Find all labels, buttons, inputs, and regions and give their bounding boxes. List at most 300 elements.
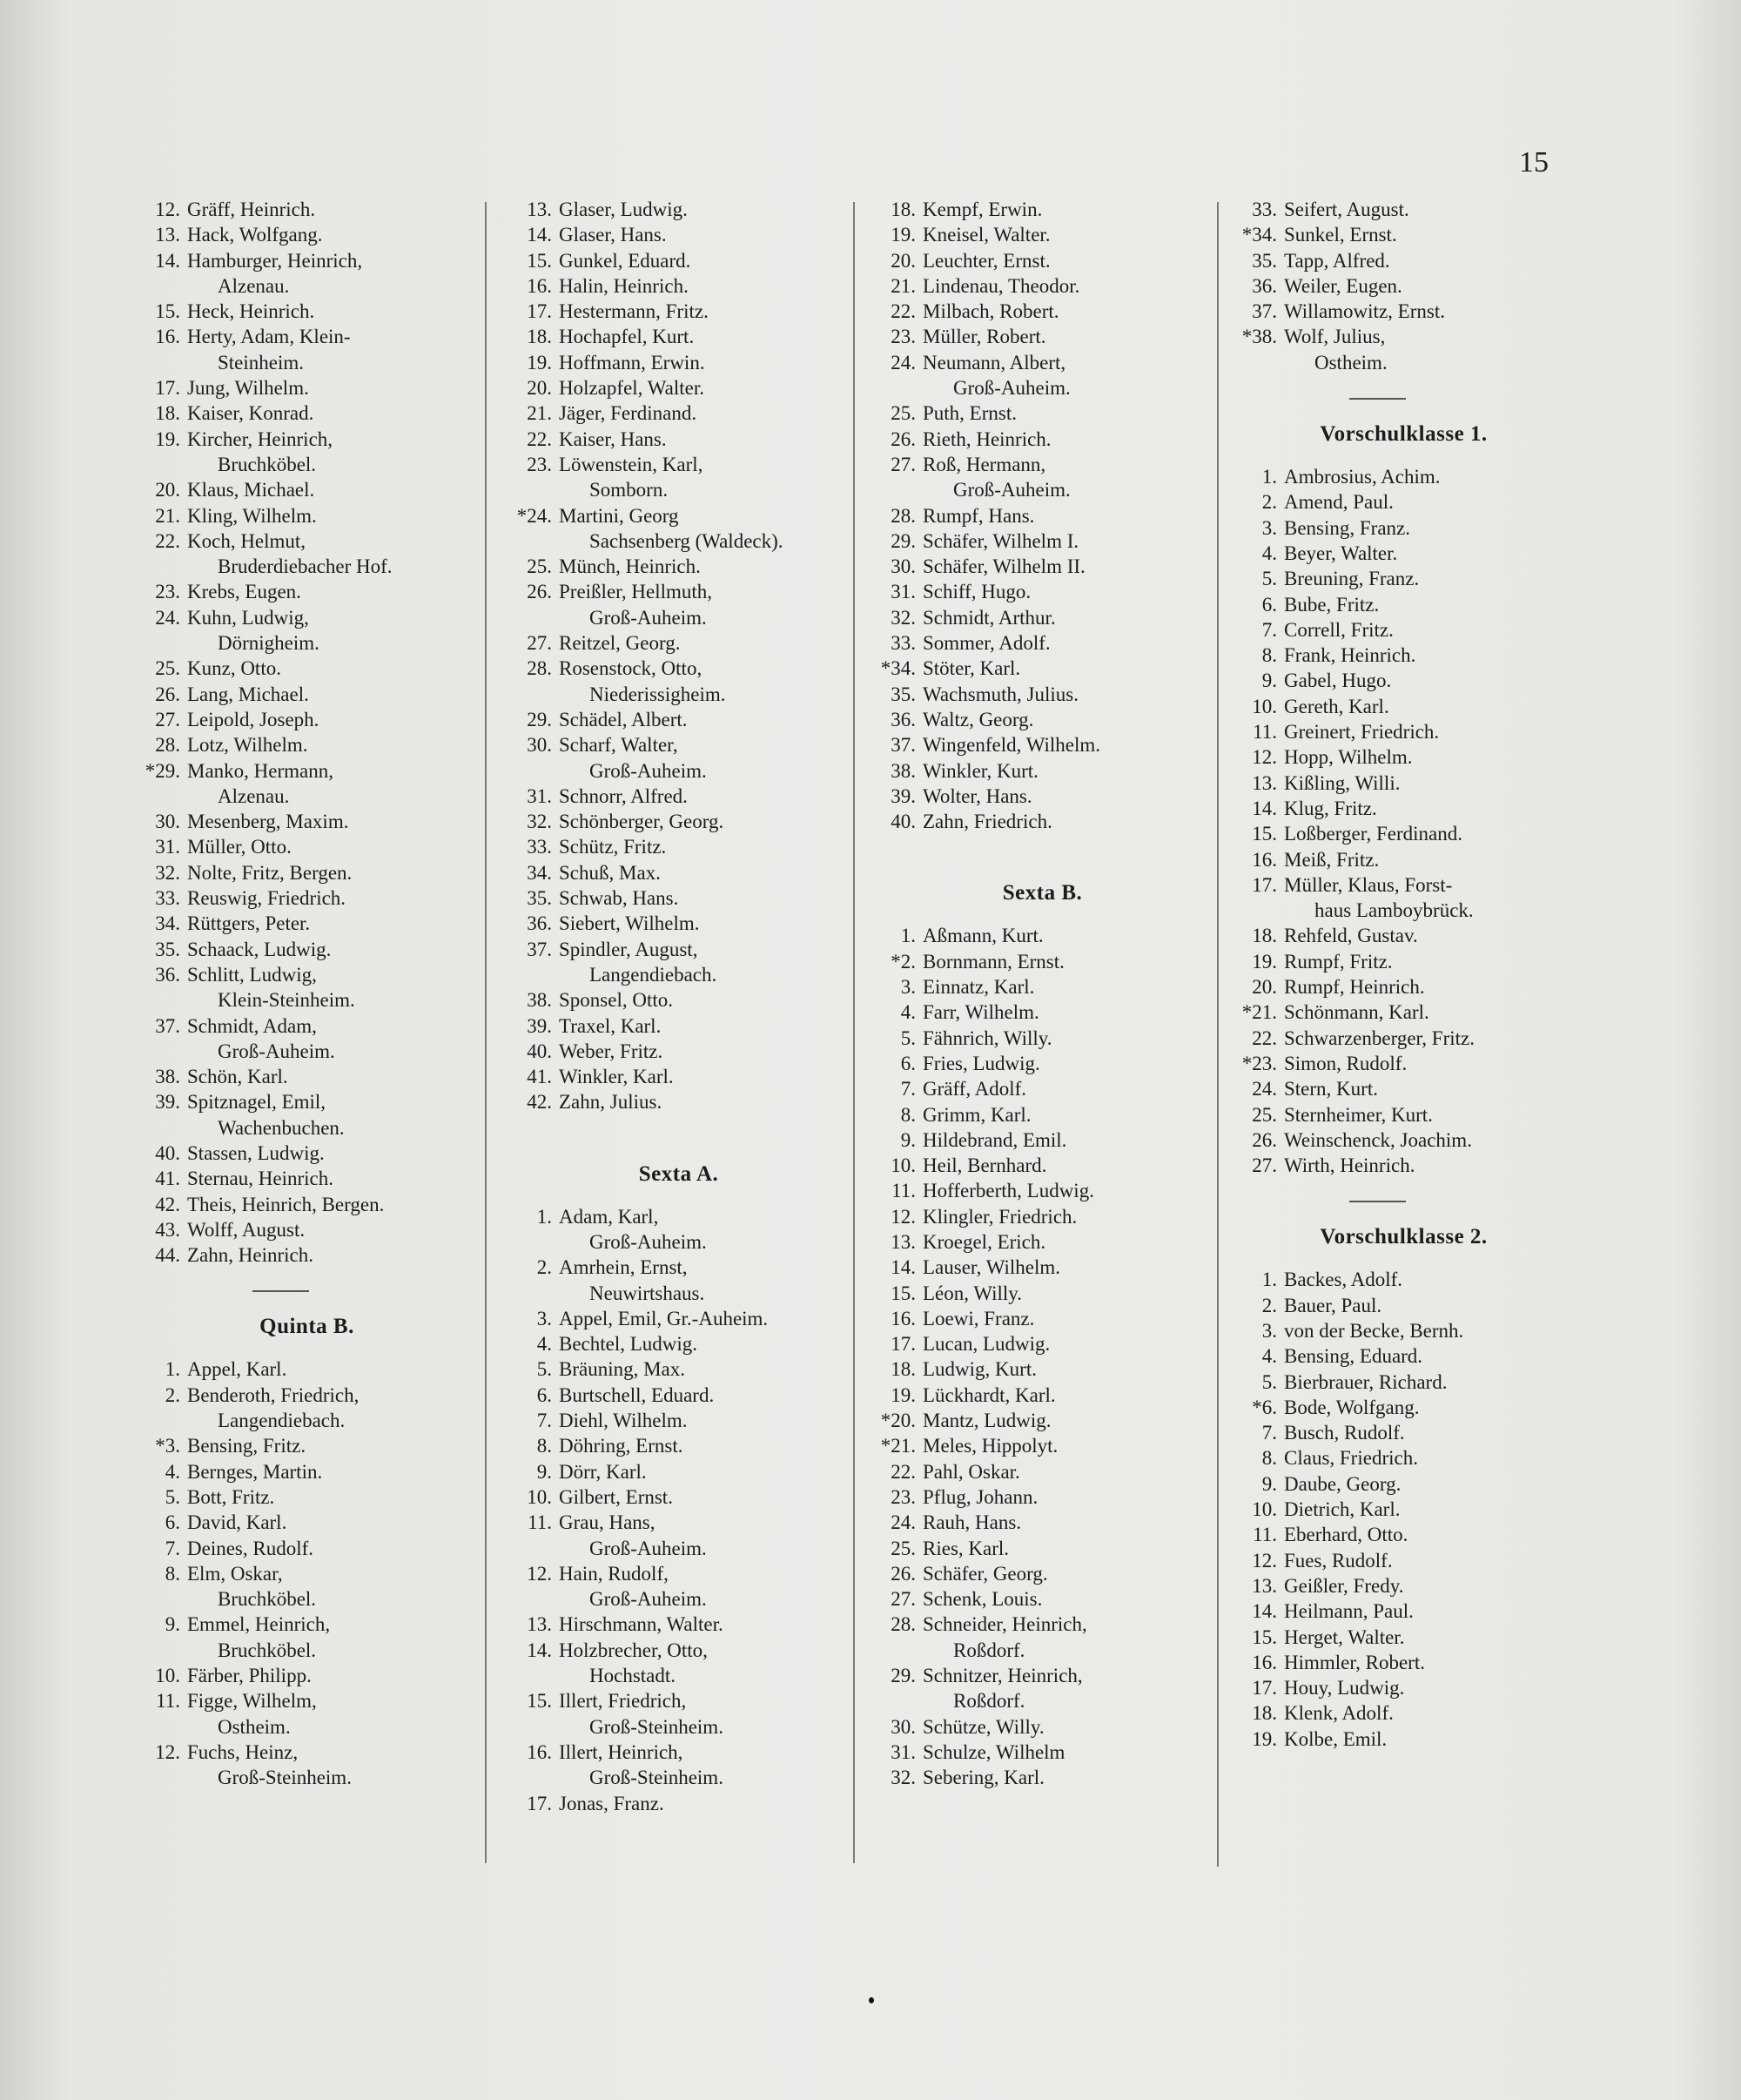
entry-number: 15. — [155, 300, 180, 323]
entry-number: 11. — [156, 1690, 180, 1713]
page-number: 15 — [1519, 146, 1549, 178]
entry-number: 34. — [155, 912, 180, 935]
list-item — [1232, 872, 1576, 924]
student-location: Ostheim. — [1314, 351, 1388, 374]
list-item — [135, 1356, 479, 1382]
student-name: Beyer, Walter. — [1284, 542, 1398, 564]
list-item — [507, 1064, 850, 1089]
entry-number: 5. — [165, 1485, 180, 1508]
list-item — [507, 197, 850, 222]
list-item — [1232, 1267, 1576, 1292]
student-name: Krebs, Eugen. — [187, 581, 301, 603]
entry-number: 18. — [891, 199, 916, 220]
class-heading: Vorschulklasse 1. — [1320, 422, 1488, 447]
student-name: Heilmann, Paul. — [1284, 1600, 1414, 1623]
student-name: Adam, Karl, — [559, 1205, 659, 1228]
list-item — [507, 1510, 850, 1561]
student-name: Schmidt, Arthur. — [923, 606, 1056, 629]
list-item — [870, 1306, 1214, 1331]
student-name: Klenk, Adolf. — [1284, 1702, 1394, 1725]
list-item — [870, 732, 1214, 757]
list-item — [870, 1510, 1214, 1535]
student-name: Fuchs, Heinz, — [187, 1740, 299, 1763]
entry-number: 10. — [155, 1665, 180, 1687]
student-name: Müller, Otto. — [187, 836, 292, 858]
entry-number: 7. — [536, 1410, 552, 1432]
student-name: Himmler, Robert. — [1284, 1651, 1425, 1673]
list-item — [507, 350, 850, 375]
list-item — [1232, 1625, 1576, 1650]
entry-number: 32. — [527, 811, 552, 833]
list-item — [870, 1612, 1214, 1663]
entry-number: 17. — [155, 377, 180, 400]
student-name: Fues, Rudolf. — [1284, 1549, 1393, 1572]
entry-number: 13. — [1252, 1574, 1277, 1597]
list-item — [135, 682, 479, 707]
student-name: Illert, Heinrich, — [559, 1740, 683, 1763]
student-name: Klaus, Michael. — [187, 479, 315, 501]
entry-number: 30. — [891, 555, 916, 578]
list-item — [870, 1740, 1214, 1765]
list-item — [135, 1663, 479, 1688]
entry-number: 5. — [1261, 568, 1277, 590]
list-item — [135, 911, 479, 936]
list-item — [1232, 1343, 1576, 1369]
entry-number: 30. — [155, 811, 180, 833]
student-name: Herget, Walter. — [1284, 1625, 1405, 1648]
list-item — [870, 1433, 1214, 1458]
list-item — [135, 1536, 479, 1561]
entry-number: 19. — [891, 1383, 916, 1406]
student-name: Wolter, Hans. — [923, 784, 1032, 807]
list-item — [507, 554, 850, 579]
entry-number: 8. — [900, 1103, 916, 1126]
list-item — [507, 911, 850, 936]
entry-number: 3. — [1261, 1319, 1277, 1342]
list-item — [507, 1561, 850, 1612]
entry-number: 23. — [155, 581, 180, 603]
entry-number: 41. — [527, 1066, 552, 1088]
student-name: Kolbe, Emil. — [1284, 1727, 1388, 1750]
entry-number: 5. — [536, 1358, 552, 1381]
entry-number: *6. — [1252, 1396, 1277, 1418]
list-item — [1232, 1370, 1576, 1395]
list-item — [1232, 1700, 1576, 1726]
student-name: Löwenstein, Karl, — [559, 453, 703, 475]
entry-number: 16. — [1252, 1651, 1277, 1673]
entry-number: 29. — [891, 1665, 916, 1687]
entry-number: 28. — [891, 1613, 916, 1636]
student-name: Gereth, Karl. — [1284, 695, 1389, 717]
student-name: Hain, Rudolf, — [559, 1562, 669, 1585]
entry-number: 18. — [1252, 925, 1277, 947]
student-name: Mantz, Ludwig. — [923, 1410, 1052, 1432]
entry-number: 2. — [536, 1256, 552, 1279]
student-name: Heil, Bernhard. — [923, 1154, 1047, 1177]
list-item — [870, 949, 1214, 974]
student-name: Winkler, Kurt. — [923, 759, 1039, 782]
student-list — [507, 1204, 850, 1816]
entry-number: 9. — [165, 1613, 180, 1636]
entry-number: 10. — [1252, 1498, 1277, 1521]
list-item — [870, 1383, 1214, 1408]
list-item — [135, 1484, 479, 1510]
entry-number: 17. — [1252, 873, 1277, 896]
list-item — [135, 1141, 479, 1166]
entry-number: 40. — [155, 1141, 180, 1164]
list-item — [1232, 1293, 1576, 1318]
student-name: Fähnrich, Willy. — [923, 1026, 1052, 1049]
student-name: Stern, Kurt. — [1284, 1078, 1378, 1100]
entry-number: 23. — [891, 326, 916, 348]
student-name: Holzbrecher, Otto, — [559, 1639, 708, 1661]
entry-number: 1. — [1261, 466, 1277, 488]
column-divider — [853, 202, 855, 1863]
list-item — [1232, 1000, 1576, 1025]
entry-number: 32. — [155, 861, 180, 884]
student-name: Glaser, Ludwig. — [559, 199, 688, 220]
entry-number: 7. — [1261, 618, 1277, 641]
list-item — [507, 732, 850, 784]
entry-number: 35. — [1252, 249, 1277, 272]
list-item — [1232, 222, 1576, 247]
student-name: Kneisel, Walter. — [923, 224, 1051, 246]
entry-number: 33. — [155, 887, 180, 910]
entry-number: 40. — [527, 1040, 552, 1062]
column-divider — [1217, 202, 1219, 1867]
section-separator — [1349, 398, 1406, 400]
student-name: Waltz, Georg. — [923, 708, 1034, 730]
entry-number: 3. — [1261, 516, 1277, 539]
list-item — [135, 1612, 479, 1663]
list-item — [870, 1356, 1214, 1382]
list-item — [507, 1484, 850, 1510]
student-location: Roßdorf. — [953, 1639, 1025, 1661]
entry-number: 19. — [527, 351, 552, 374]
student-name: Lotz, Wilhelm. — [187, 734, 308, 757]
entry-number: 2. — [165, 1383, 180, 1406]
entry-number: 24. — [1252, 1078, 1277, 1100]
entry-number: 19. — [891, 224, 916, 246]
entry-number: 33. — [1252, 199, 1277, 220]
list-item — [1232, 796, 1576, 821]
entry-number: 26. — [891, 1562, 916, 1585]
list-item — [135, 324, 479, 375]
entry-number: 13. — [527, 1613, 552, 1636]
entry-number: 18. — [155, 402, 180, 425]
student-name: Bensing, Franz. — [1284, 516, 1411, 539]
list-item — [1232, 592, 1576, 617]
list-item — [870, 299, 1214, 324]
list-item — [135, 579, 479, 604]
student-name: Kroegel, Erich. — [923, 1230, 1046, 1253]
student-name: Leipold, Joseph. — [187, 708, 319, 730]
student-name: Hamburger, Heinrich, — [187, 249, 363, 272]
student-name: Zahn, Julius. — [559, 1091, 662, 1114]
list-item — [870, 1459, 1214, 1484]
entry-number: 23. — [891, 1485, 916, 1508]
list-item — [1232, 617, 1576, 643]
list-item — [1232, 299, 1576, 324]
list-item — [870, 1484, 1214, 1510]
student-name: Sebering, Karl. — [923, 1767, 1045, 1789]
column-4 — [1232, 197, 1576, 1752]
student-name: Illert, Friedrich, — [559, 1690, 687, 1713]
student-location: Sachsenberg (Waldeck). — [589, 529, 783, 552]
student-location: Bruchköbel. — [218, 1639, 317, 1661]
student-name: Hofferberth, Ludwig. — [923, 1180, 1094, 1202]
list-item — [507, 1688, 850, 1740]
entry-number: 7. — [165, 1537, 180, 1559]
student-name: Hack, Wolfgang. — [187, 224, 323, 246]
entry-number: 14. — [1252, 1600, 1277, 1623]
entry-number: 12. — [1252, 746, 1277, 769]
student-name: Meles, Hippolyt. — [923, 1435, 1059, 1457]
entry-number: 29. — [527, 708, 552, 730]
student-location: Groß-Auheim. — [953, 479, 1071, 501]
student-name: Theis, Heinrich, Bergen. — [187, 1193, 385, 1215]
list-item — [135, 299, 479, 324]
list-item — [135, 1433, 479, 1458]
list-item — [870, 605, 1214, 630]
student-name: Jonas, Franz. — [559, 1792, 664, 1814]
entry-number: *21. — [1241, 1001, 1277, 1024]
student-name: Elm, Oskar, — [187, 1562, 283, 1585]
student-name: Schütz, Fritz. — [559, 836, 667, 858]
student-name: Rumpf, Heinrich. — [1284, 976, 1425, 999]
column-3 — [870, 197, 1214, 1791]
student-name: Reuswig, Friedrich. — [187, 887, 346, 910]
class-heading: Sexta A. — [638, 1161, 719, 1186]
entry-number: 28. — [527, 657, 552, 680]
student-name: Schädel, Albert. — [559, 708, 688, 730]
student-name: Müller, Robert. — [923, 326, 1046, 348]
student-name: Seifert, August. — [1284, 199, 1409, 220]
list-item — [507, 1013, 850, 1039]
student-name: Sternheimer, Kurt. — [1284, 1103, 1433, 1126]
list-item — [507, 1089, 850, 1114]
list-item — [507, 1039, 850, 1064]
list-item — [135, 885, 479, 911]
entry-number: 12. — [155, 199, 180, 220]
student-location: Roßdorf. — [953, 1690, 1025, 1713]
list-item — [507, 1791, 850, 1816]
student-name: Sommer, Adolf. — [923, 632, 1051, 655]
list-item — [870, 1102, 1214, 1127]
entry-number: 15. — [527, 249, 552, 272]
entry-number: 25. — [891, 402, 916, 425]
student-name: Amend, Paul. — [1284, 491, 1394, 514]
student-name: Rauh, Hans. — [923, 1511, 1022, 1534]
student-name: Bube, Fritz. — [1284, 593, 1380, 616]
list-item — [1232, 464, 1576, 489]
list-item — [507, 400, 850, 426]
entry-number: 12. — [1252, 1549, 1277, 1572]
list-item — [135, 400, 479, 426]
student-list — [135, 1356, 479, 1790]
entry-number: 3. — [900, 976, 916, 999]
student-location: Alzenau. — [218, 784, 290, 807]
student-name: Pflug, Johann. — [923, 1485, 1039, 1508]
entry-number: 14. — [527, 1639, 552, 1661]
list-item — [507, 987, 850, 1013]
student-location: Groß-Auheim. — [589, 1537, 707, 1559]
entry-number: 25. — [1252, 1103, 1277, 1126]
entry-number: 4. — [1261, 542, 1277, 564]
list-item — [507, 579, 850, 630]
student-location: Hochstadt. — [589, 1665, 676, 1687]
student-name: Daube, Georg. — [1284, 1472, 1402, 1495]
student-name: Wachsmuth, Julius. — [923, 683, 1079, 705]
list-item — [135, 197, 479, 222]
entry-number: 27. — [1252, 1154, 1277, 1177]
list-item — [1232, 1102, 1576, 1127]
entry-number: 16. — [527, 274, 552, 297]
list-item — [135, 834, 479, 859]
student-name: Lindenau, Theodor. — [923, 274, 1080, 297]
student-name: Wirth, Heinrich. — [1284, 1154, 1415, 1177]
list-item — [870, 682, 1214, 707]
list-item — [1232, 847, 1576, 872]
entry-number: 22. — [891, 1460, 916, 1483]
student-location: Ostheim. — [218, 1715, 291, 1738]
student-location: Dörnigheim. — [218, 632, 319, 655]
student-name: Ries, Karl. — [923, 1537, 1010, 1559]
entry-number: 16. — [155, 326, 180, 348]
entry-number: 14. — [527, 224, 552, 246]
entry-number: 6. — [1261, 593, 1277, 616]
list-item — [870, 273, 1214, 299]
entry-number: 9. — [536, 1460, 552, 1483]
list-item — [507, 707, 850, 732]
entry-number: 13. — [891, 1230, 916, 1253]
student-location: Groß-Auheim. — [589, 759, 707, 782]
entry-number: 23. — [527, 453, 552, 475]
list-item — [870, 923, 1214, 948]
entry-number: 8. — [1261, 1447, 1277, 1470]
student-name: Schulze, Wilhelm — [923, 1740, 1065, 1763]
list-item — [1232, 1051, 1576, 1076]
entry-number: 17. — [891, 1333, 916, 1356]
list-item — [1232, 1726, 1576, 1752]
student-name: Benderoth, Friedrich, — [187, 1383, 360, 1406]
list-item — [870, 554, 1214, 579]
student-location: Steinheim. — [218, 351, 305, 374]
list-item — [135, 707, 479, 732]
entry-number: *2. — [891, 950, 916, 973]
student-name: Puth, Ernst. — [923, 402, 1017, 425]
student-name: Stöter, Karl. — [923, 657, 1021, 680]
student-location: Groß-Auheim. — [589, 1230, 707, 1253]
student-name: Houy, Ludwig. — [1284, 1677, 1405, 1700]
list-item — [870, 784, 1214, 809]
list-item — [1232, 197, 1576, 222]
list-item — [507, 1408, 850, 1433]
list-item — [1232, 974, 1576, 1000]
student-name: Neumann, Albert, — [923, 351, 1066, 374]
student-name: Aßmann, Kurt. — [923, 925, 1044, 947]
entry-number: 24. — [155, 606, 180, 629]
list-item — [135, 860, 479, 885]
student-name: Kircher, Heinrich, — [187, 427, 333, 450]
student-name: Schlitt, Ludwig, — [187, 963, 317, 986]
student-name: von der Becke, Bernh. — [1284, 1319, 1464, 1342]
student-location: Groß-Steinheim. — [589, 1715, 723, 1738]
student-location: Alzenau. — [218, 274, 290, 297]
entry-number: 19. — [1252, 950, 1277, 973]
entry-number: 37. — [891, 734, 916, 757]
student-name: Klug, Fritz. — [1284, 797, 1377, 819]
student-name: Weinschenck, Joachim. — [1284, 1128, 1472, 1151]
entry-number: 21. — [527, 402, 552, 425]
student-name: Holzapfel, Walter. — [559, 377, 704, 400]
student-name: Jäger, Ferdinand. — [559, 402, 697, 425]
student-name: Ambrosius, Achim. — [1284, 466, 1441, 488]
student-list — [1232, 197, 1576, 375]
list-item — [870, 1051, 1214, 1076]
student-name: Schmidt, Adam, — [187, 1014, 317, 1037]
list-item — [135, 1561, 479, 1612]
student-name: Ludwig, Kurt. — [923, 1358, 1037, 1381]
student-name: Hoffmann, Erwin. — [559, 351, 705, 374]
list-item — [870, 1408, 1214, 1433]
list-item — [870, 1663, 1214, 1714]
student-name: Zahn, Heinrich. — [187, 1244, 313, 1267]
student-name: Hirschmann, Walter. — [559, 1613, 723, 1636]
entry-number: 17. — [1252, 1677, 1277, 1700]
student-name: Spitznagel, Emil, — [187, 1091, 326, 1114]
entry-number: 8. — [536, 1435, 552, 1457]
entry-number: *3. — [155, 1435, 180, 1457]
entry-number: 27. — [527, 632, 552, 655]
entry-number: 34. — [527, 861, 552, 884]
student-location: Langendiebach. — [589, 963, 717, 986]
entry-number: 18. — [527, 326, 552, 348]
list-item — [870, 452, 1214, 503]
list-item — [507, 1331, 850, 1356]
list-item — [135, 656, 479, 681]
list-item — [870, 248, 1214, 273]
student-name: Einnatz, Karl. — [923, 976, 1035, 999]
student-name: Sternau, Heinrich. — [187, 1168, 333, 1190]
student-name: Schnitzer, Heinrich, — [923, 1665, 1083, 1687]
entry-number: 32. — [891, 1767, 916, 1789]
list-item — [1232, 566, 1576, 591]
list-item — [870, 1281, 1214, 1306]
entry-number: 44. — [155, 1244, 180, 1267]
entry-number: 38. — [891, 759, 916, 782]
list-item — [1232, 1127, 1576, 1153]
list-item — [1232, 694, 1576, 719]
list-item — [1232, 821, 1576, 846]
student-location: Wachenbuchen. — [218, 1116, 345, 1139]
entry-number: 20. — [1252, 976, 1277, 999]
entry-number: 12. — [155, 1740, 180, 1763]
entry-number: *23. — [1241, 1052, 1277, 1074]
student-name: Grau, Hans, — [559, 1511, 655, 1534]
list-item — [870, 1076, 1214, 1101]
student-list — [135, 197, 479, 1268]
student-name: Rüttgers, Peter. — [187, 912, 311, 935]
student-name: Greinert, Friedrich. — [1284, 721, 1440, 744]
entry-number: 24. — [891, 1511, 916, 1534]
student-name: Gunkel, Eduard. — [559, 249, 691, 272]
list-item — [507, 375, 850, 400]
entry-number: 8. — [165, 1562, 180, 1585]
entry-number: 36. — [155, 963, 180, 986]
list-item — [870, 630, 1214, 656]
entry-number: 12. — [891, 1205, 916, 1228]
